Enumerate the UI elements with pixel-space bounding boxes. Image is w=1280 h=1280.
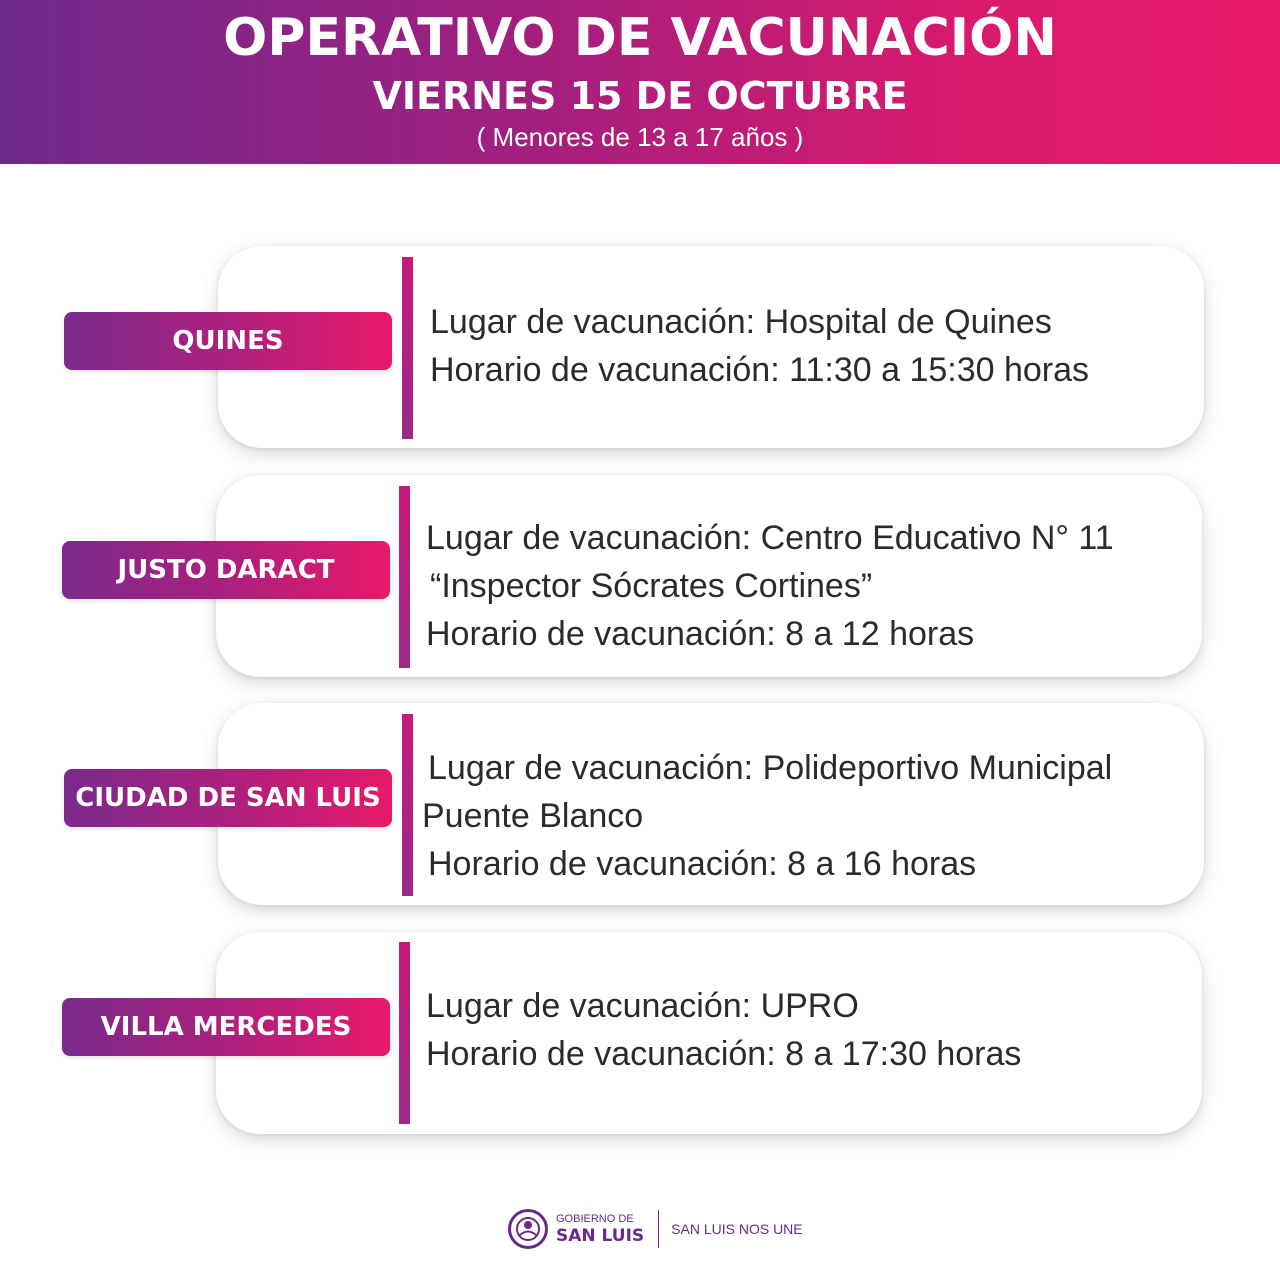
location-label-quines: QUINES [64,312,392,370]
card-accent-bar [402,257,413,439]
location-label-villa-mercedes: VILLA MERCEDES [62,998,390,1056]
age-range-note: ( Menores de 13 a 17 años ) [476,122,804,152]
venue-line: Lugar de vacunación: UPRO [426,987,859,1025]
header-banner [0,0,1280,164]
government-name [556,1214,644,1245]
card-accent-bar [399,942,410,1124]
slogan: SAN LUIS NOS UNE [671,1221,803,1237]
venue-line: Lugar de vacunación: Hospital de Quines [430,303,1052,341]
venue-line: Lugar de vacunación: Centro Educativo N° 11 [426,519,1114,557]
schedule-line: Horario de vacunación: 8 a 12 horas [426,615,975,653]
page-title: OPERATIVO DE VACUNACIÓN [223,8,1057,68]
provincial-seal-icon [508,1209,548,1249]
schedule-line: Horario de vacunación: 8 a 16 horas [428,845,977,883]
government-label: GOBIERNO DE [556,1212,634,1225]
event-date: VIERNES 15 DE OCTUBRE [372,74,908,118]
card-accent-bar [402,714,413,896]
venue-line: Lugar de vacunación: Polideportivo Municipal [428,749,1113,787]
location-label-justo-daract: JUSTO DARACT [62,541,390,599]
location-info-villa-mercedes [426,982,1021,1078]
venue-name-line: “Inspector Sócrates Cortines” [430,567,873,605]
venue-name-line: Puente Blanco [422,797,644,835]
schedule-line: Horario de vacunación: 8 a 17:30 horas [426,1035,1022,1073]
logo-divider [658,1210,659,1248]
location-label-ciudad-de-san-luis: CIUDAD DE SAN LUIS [64,769,392,827]
schedule-line: Horario de vacunación: 11:30 a 15:30 horas [430,351,1090,389]
province-name: SAN LUIS [556,1225,645,1246]
government-logo [508,1208,803,1250]
card-accent-bar [399,486,410,668]
location-info-quines [430,298,1089,394]
location-info-ciudad-de-san-luis [422,744,1113,888]
location-info-justo-daract [426,514,1114,658]
